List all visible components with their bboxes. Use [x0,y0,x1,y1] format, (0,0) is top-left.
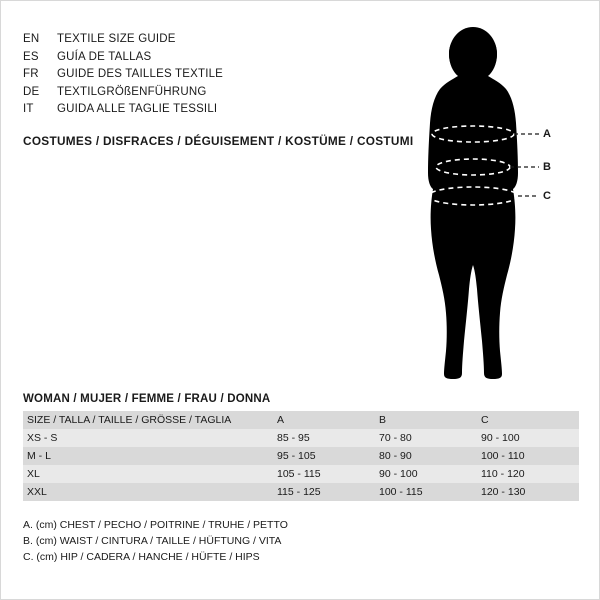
language-code: EN [23,33,40,45]
measurement-notes [23,517,288,565]
language-row [23,84,353,102]
note-a: A. (cm) CHEST / PECHO / POITRINE / TRUHE / PETTO [23,519,288,531]
table-row [23,483,579,501]
cell-a: 95 - 105 [273,447,375,465]
marker-label-a: A [543,128,551,140]
table-header-row [23,411,579,429]
marker-label-c: C [543,190,551,202]
cell-b: 90 - 100 [375,465,477,483]
cell-b: 70 - 80 [375,429,477,447]
cell-b: 100 - 115 [375,483,477,501]
table-row [23,465,579,483]
language-text: TEXTILE SIZE GUIDE [57,33,176,45]
cell-size: XL [23,465,273,483]
cell-a: 105 - 115 [273,465,375,483]
note-b: B. (cm) WAIST / CINTURA / TAILLE / HÜFTUNG / VITA [23,535,282,547]
table-title: WOMAN / MUJER / FEMME / FRAU / DONNA [23,393,271,405]
costumes-heading: COSTUMES / DISFRACES / DÉGUISEMENT / KOSTÜME / COSTUMI [23,134,414,148]
header-cell-size: SIZE / TALLA / TAILLE / GRÖSSE / TAGLIA [23,411,273,429]
header-cell-c: C [477,411,579,429]
female-figure-illustration [401,21,586,381]
language-row [23,101,353,119]
header-cell-a: A [273,411,375,429]
cell-c: 90 - 100 [477,429,579,447]
language-code: FR [23,68,39,80]
language-text: GUÍA DE TALLAS [57,50,152,63]
size-table [23,411,579,501]
size-table-block [23,393,579,501]
language-text: GUIDA ALLE TAGLIE TESSILI [57,103,218,115]
language-row [23,66,353,84]
language-row [23,49,353,67]
note-c: C. (cm) HIP / CADERA / HANCHE / HÜFTE / HIPS [23,551,260,563]
figure-svg [401,21,586,381]
cell-a: 115 - 125 [273,483,375,501]
cell-size: XXL [23,483,273,501]
marker-label-b: B [543,161,551,173]
language-code: DE [23,85,40,98]
language-row [23,31,353,49]
language-code: IT [23,103,34,115]
table-row [23,447,579,465]
cell-c: 110 - 120 [477,465,579,483]
cell-c: 100 - 110 [477,447,579,465]
language-text: GUIDE DES TAILLES TEXTILE [57,68,224,80]
cell-b: 80 - 90 [375,447,477,465]
cell-c: 120 - 130 [477,483,579,501]
cell-a: 85 - 95 [273,429,375,447]
table-row [23,429,579,447]
language-code: ES [23,50,39,63]
cell-size: M - L [23,447,273,465]
header-cell-b: B [375,411,477,429]
language-text: TEXTILGRÖßENFÜHRUNG [57,85,207,98]
language-list [23,31,353,119]
cell-size: XS - S [23,429,273,447]
